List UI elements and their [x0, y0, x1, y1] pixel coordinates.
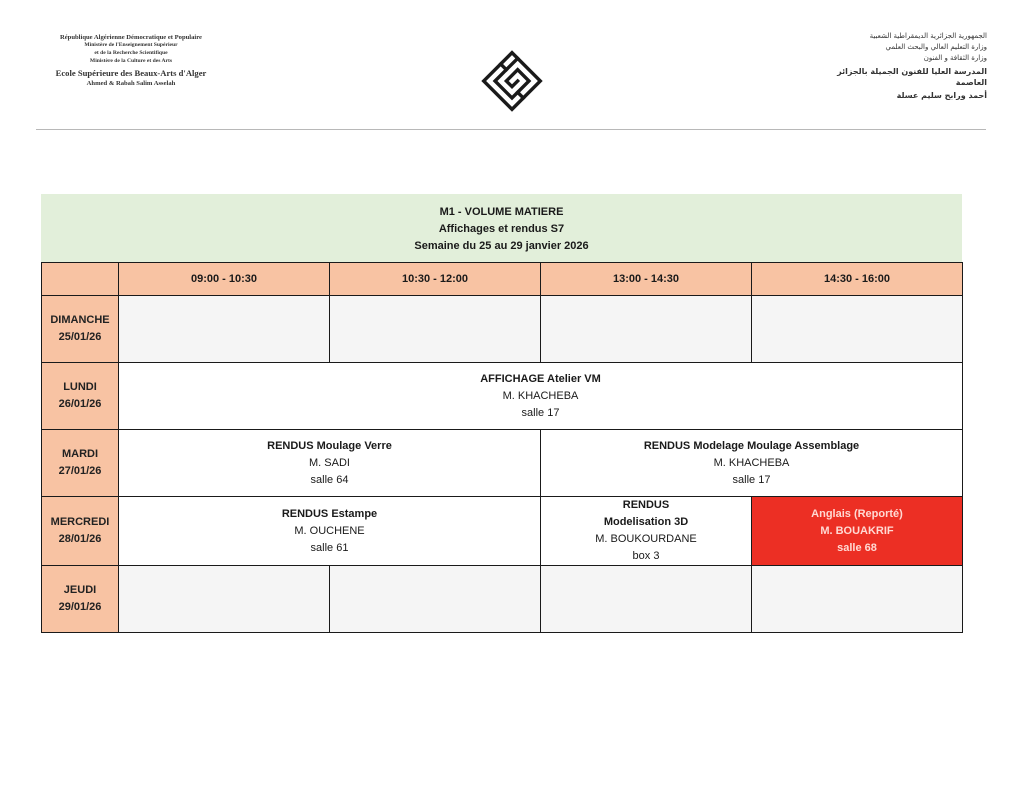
republic-name: République Algérienne Démocratique et Populaire [59, 34, 202, 41]
day-row-jeudi [42, 566, 963, 633]
day-date: 26/01/26 [58, 398, 102, 410]
schedule-week: Semaine du 25 au 29 janvier 2026 [414, 240, 589, 252]
event-title: Modelisation 3D [603, 516, 689, 528]
event-cell [119, 363, 963, 430]
event-teacher: M. BOUKOURDANE [595, 533, 697, 545]
republic-name-arabic: الجمهورية الجزائرية الديمقراطية الشعبية [869, 32, 987, 40]
ministry-line-arabic: وزارة الثقافة و الفنون [923, 54, 987, 62]
day-date: 28/01/26 [58, 533, 102, 545]
school-subname: Ahmed & Rabah Salim Asselah [86, 79, 176, 87]
ministry-line: et de la Recherche Scientifique [94, 49, 168, 56]
event-cell [541, 497, 752, 566]
ministry-line-arabic: وزارة التعليم العالي والبحث العلمي [885, 43, 987, 51]
event-room: box 3 [632, 550, 660, 562]
postponed-event-cell [752, 497, 963, 566]
schedule-subtitle: Affichages et rendus S7 [438, 223, 565, 235]
day-row-mardi [42, 430, 963, 497]
event-cell [119, 430, 541, 497]
event-cell [119, 497, 541, 566]
empty-slot [752, 566, 963, 633]
empty-slot [330, 566, 541, 633]
event-cell [541, 430, 963, 497]
event-room: salle 17 [521, 406, 560, 419]
school-name: Ecole Supérieure des Beaux-Arts d'Alger [55, 68, 207, 79]
event-title: RENDUS Modelage Moulage Assemblage [643, 439, 860, 452]
header-right-institution [807, 31, 987, 101]
empty-slot [119, 296, 330, 363]
schedule-table [41, 262, 963, 633]
day-name: JEUDI [63, 584, 97, 596]
event-title: RENDUS Moulage Verre [267, 439, 392, 452]
event-room: salle 68 [837, 541, 877, 554]
day-row-dimanche [42, 296, 963, 363]
ministry-line: Ministère de la Culture et des Arts [89, 57, 173, 64]
day-label [42, 430, 119, 497]
day-date: 29/01/26 [58, 601, 102, 613]
time-slot-header-row [42, 263, 963, 296]
event-teacher: M. SADI [309, 456, 350, 469]
corner-cell [42, 263, 119, 296]
event-teacher: M. OUCHENE [294, 524, 365, 537]
event-teacher: M. BOUAKRIF [820, 524, 894, 537]
day-label [42, 296, 119, 363]
header-left-institution [36, 33, 226, 88]
time-slot-header: 09:00 - 10:30 [119, 263, 330, 296]
event-room: salle 17 [732, 473, 771, 486]
time-slot-header: 14:30 - 16:00 [752, 263, 963, 296]
day-name: MERCREDI [50, 516, 110, 528]
event-title: RENDUS Estampe [281, 507, 378, 520]
day-name: LUNDI [63, 381, 97, 393]
event-room: salle 64 [310, 473, 349, 486]
event-room: salle 61 [310, 541, 349, 554]
schedule-title: M1 - VOLUME MATIERE [439, 206, 564, 218]
day-date: 25/01/26 [58, 331, 102, 343]
event-title: RENDUS [622, 499, 670, 511]
empty-slot [541, 296, 752, 363]
school-subname-arabic: أحمد ورابح سليم عسلة [896, 91, 987, 100]
day-name: DIMANCHE [50, 314, 110, 326]
empty-slot [541, 566, 752, 633]
schedule-banner [41, 194, 962, 262]
time-slot-header: 10:30 - 12:00 [330, 263, 541, 296]
event-title: Anglais (Reporté) [811, 507, 903, 520]
empty-slot [119, 566, 330, 633]
event-teacher: M. KHACHEBA [502, 389, 579, 402]
day-label [42, 566, 119, 633]
day-label [42, 497, 119, 566]
ministry-line: Ministère de l'Enseignement Supérieur [84, 42, 178, 48]
time-slot-header: 13:00 - 14:30 [541, 263, 752, 296]
event-title: AFFICHAGE Atelier VM [480, 372, 601, 385]
school-logo-icon [481, 50, 543, 112]
header-divider [36, 129, 986, 130]
school-name-arabic: المدرسة العليا للفنون الجميلة بالجزائر العاصمة [837, 67, 987, 87]
day-row-mercredi [42, 497, 963, 566]
day-date: 27/01/26 [58, 465, 102, 477]
day-name: MARDI [61, 448, 99, 460]
empty-slot [752, 296, 963, 363]
empty-slot [330, 296, 541, 363]
day-label [42, 363, 119, 430]
event-teacher: M. KHACHEBA [713, 456, 790, 469]
day-row-lundi [42, 363, 963, 430]
